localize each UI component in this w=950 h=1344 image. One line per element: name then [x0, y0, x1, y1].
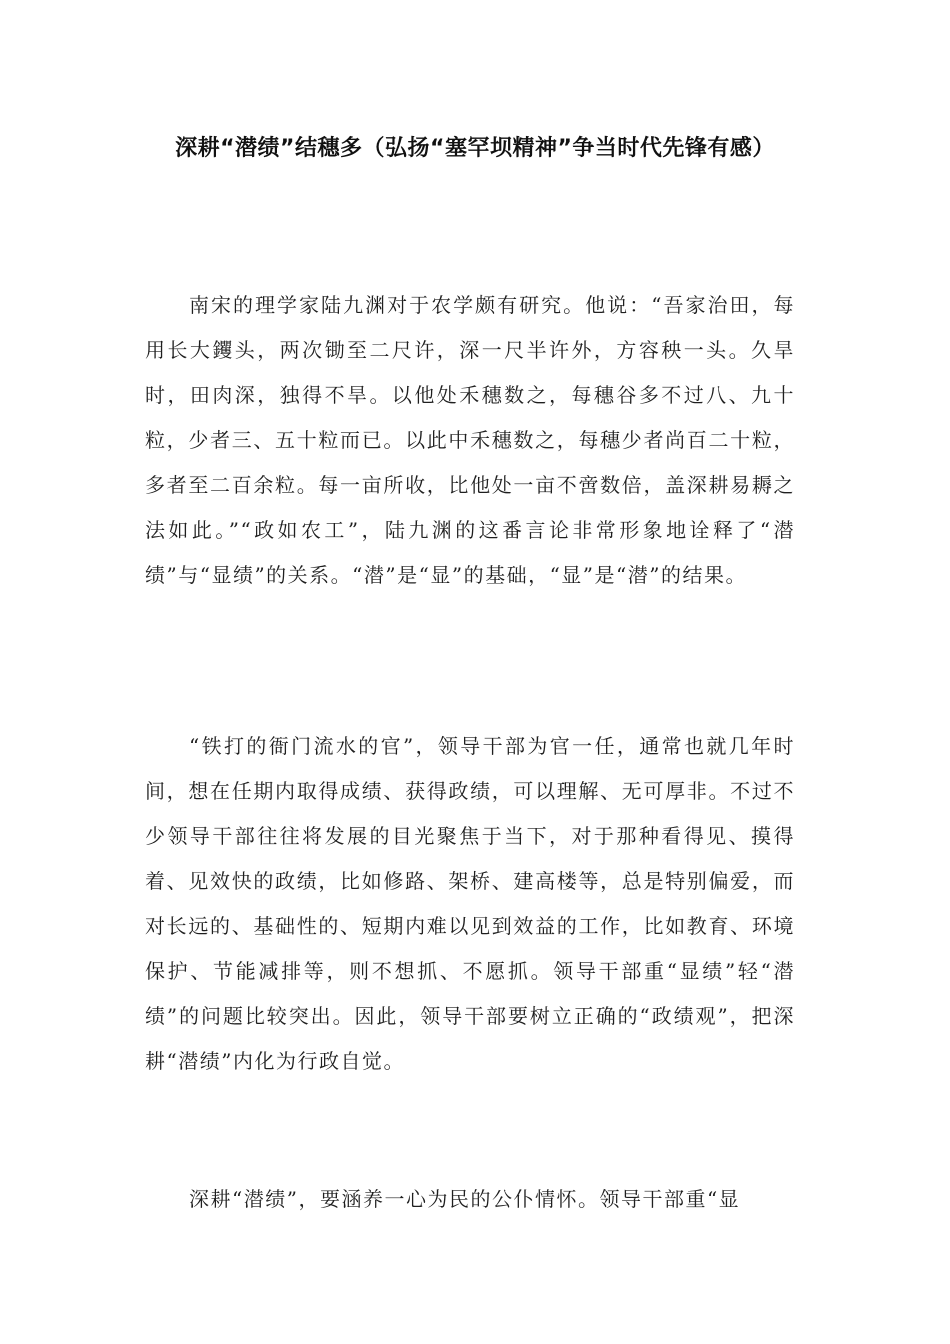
paragraph-3: 深耕“潜绩”，要涵养一心为民的公仆情怀。领导干部重“显 [189, 1187, 741, 1211]
document-title: 深耕“潜绩”结穗多（弘扬“塞罕坝精神”争当时代先锋有感） [175, 136, 775, 161]
paragraph-2: “铁打的衙门流水的官”，领导干部为官一任，通常也就几年时间，想在任期内取得成绩、获得政绩，可以理解、无可厚非。不过不少领导干部往往将发展的目光聚焦于当下，对于那种看得见、摸得着、见效快的政绩，比如修路、架桥、建高楼等，总是特别偏爱，而对长远的、基础性的、短期内难以见到效益的工作，比如教育、环境保护、节能减排等，则不想抓、不愿抓。领导干部重“显绩”轻“潜绩”的问题比较突出。因此，领导干部要树立正确的“政绩观”，把深耕“潜绩”内化为行政自觉。 [145, 734, 795, 1073]
paragraph-1: 南宋的理学家陆九渊对于农学颇有研究。他说：“吾家治田，每用长大钁头，两次锄至二尺许，深一尺半许外，方容秧一头。久旱时，田肉深，独得不旱。以他处禾穗数之，每穗谷多不过八、九十粒，少者三、五十粒而已。以此中禾穗数之，每穗少者尚百二十粒，多者至二百余粒。每一亩所收，比他处一亩不啻数倍，盖深耕易耨之法如此。”“政如农工”，陆九渊的这番言论非常形象地诠释了“潜绩”与“显绩”的关系。“潜”是“显”的基础，“显”是“潜”的结果。 [145, 293, 795, 587]
